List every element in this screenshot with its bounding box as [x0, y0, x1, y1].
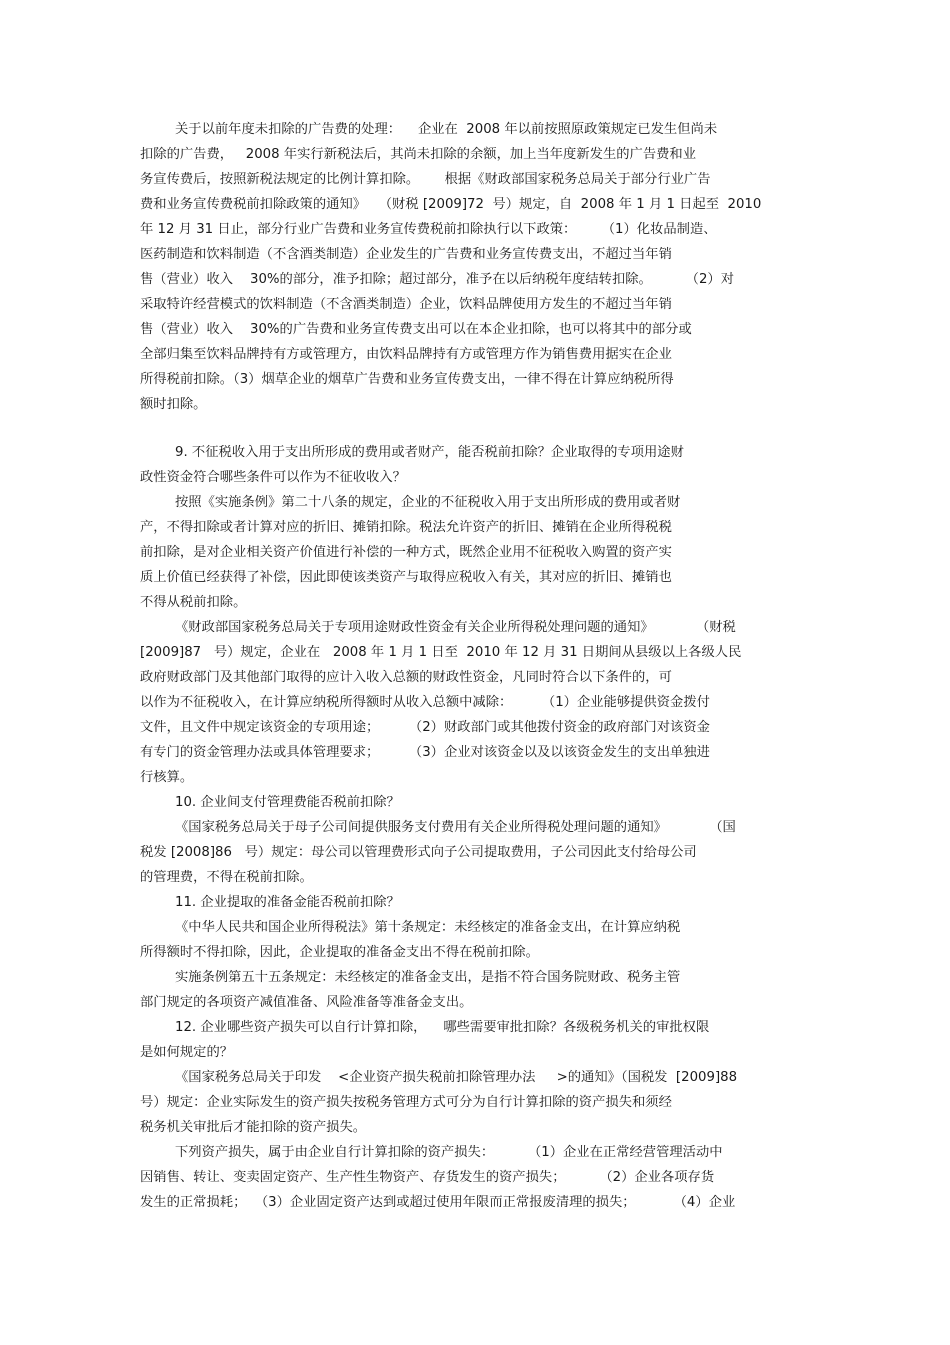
text-line: 《国家税务总局关于母子公司间提供服务支付费用有关企业所得税处理问题的通知》 （国 — [175, 820, 736, 835]
section-heading: 12. 企业哪些资产损失可以自行计算扣除， 哪些需要审批扣除？各级税务机关的审批权限 — [175, 1020, 710, 1035]
text-line: 所得税前扣除。（3）烟草企业的烟草广告费和业务宣传费支出，一律不得在计算应纳税所得 — [140, 372, 674, 387]
text-line: 以作为不征税收入，在计算应纳税所得额时从收入总额中减除： （1）企业能够提供资金拨付 — [140, 695, 710, 710]
text-line: 政府财政部门及其他部门取得的应计入收入总额的财政性资金，凡同时符合以下条件的，可 — [140, 670, 672, 685]
text-line: 行核算。 — [140, 770, 194, 785]
text-line: 按照《实施条例》第二十八条的规定，企业的不征税收入用于支出所形成的费用或者财 — [175, 495, 681, 510]
text-line: 务宣传费后，按照新税法规定的比例计算扣除。 根据《财政部国家税务总局关于部分行业广告 — [140, 172, 711, 187]
text-line: 所得额时不得扣除，因此，企业提取的准备金支出不得在税前扣除。 — [140, 945, 539, 960]
text-line: 税务机关审批后才能扣除的资产损失。 — [140, 1120, 367, 1135]
section-heading: 9. 不征税收入用于支出所形成的费用或者财产，能否税前扣除？企业取得的专项用途财 — [175, 445, 684, 460]
section-heading: 是如何规定的？ — [140, 1045, 234, 1060]
text-line: 扣除的广告费， 2008 年实行新税法后，其尚未扣除的余额，加上当年度新发生的广告费和业 — [140, 147, 697, 162]
text-line: 号）规定：企业实际发生的资产损失按税务管理方式可分为自行计算扣除的资产损失和须经 — [140, 1095, 672, 1110]
text-line: 额时扣除。 — [140, 397, 207, 412]
text-line: 《中华人民共和国企业所得税法》第十条规定：未经核定的准备金支出，在计算应纳税 — [175, 920, 681, 935]
text-line: 《财政部国家税务总局关于专项用途财政性资金有关企业所得税处理问题的通知》 （财税 — [175, 620, 736, 635]
section-heading: 11. 企业提取的准备金能否税前扣除？ — [175, 895, 400, 910]
text-line: 售（营业）收入 30%的部分，准予扣除；超过部分，准予在以后纳税年度结转扣除。 （2）对 — [140, 272, 735, 287]
text-line: 不得从税前扣除。 — [140, 595, 247, 610]
text-line: 采取特许经营模式的饮料制造（不含酒类制造）企业，饮料品牌使用方发生的不超过当年销 — [140, 297, 672, 312]
text-line: 质上价值已经获得了补偿，因此即使该类资产与取得应税收入有关，其对应的折旧、摊销也 — [140, 570, 672, 585]
text-line: 产，不得扣除或者计算对应的折旧、摊销扣除。税法允许资产的折旧、摊销在企业所得税税 — [140, 520, 672, 535]
text-line: 部门规定的各项资产减值准备、风险准备等准备金支出。 — [140, 995, 473, 1010]
text-line: 关于以前年度未扣除的广告费的处理： 企业在 2008 年以前按照原政策规定已发生但尚未 — [175, 122, 718, 137]
text-line: 《国家税务总局关于印发 <企业资产损失税前扣除管理办法 >的通知》（国税发 [2009]88 — [175, 1070, 738, 1085]
text-line: 文件，且文件中规定该资金的专项用途； （2）财政部门或其他拨付资金的政府部门对该资金 — [140, 720, 710, 735]
text-line: 医药制造和饮料制造（不含酒类制造）企业发生的广告费和业务宣传费支出，不超过当年销 — [140, 247, 672, 262]
text-line: 费和业务宣传费税前扣除政策的通知》 （财税 [2009]72 号）规定，自 2008 年 1 月 1 日起至 2010 — [140, 197, 762, 212]
text-line: 售（营业）收入 30%的广告费和业务宣传费支出可以在本企业扣除，也可以将其中的部分或 — [140, 322, 692, 337]
text-line: 税发 [2008]86 号）规定：母公司以管理费形式向子公司提取费用，子公司因此支付给母公司 — [140, 845, 697, 860]
text-line: 实施条例第五十五条规定：未经核定的准备金支出，是指不符合国务院财政、税务主管 — [175, 970, 681, 985]
text-line: 因销售、转让、变卖固定资产、生产性生物资产、存货发生的资产损失； （2）企业各项存货 — [140, 1170, 715, 1185]
text-line: 发生的正常损耗； （3）企业固定资产达到或超过使用年限而正常报废清理的损失； （4）企业 — [140, 1195, 736, 1210]
text-line: 下列资产损失，属于由企业自行计算扣除的资产损失： （1）企业在正常经营管理活动中 — [175, 1145, 723, 1160]
text-line: 全部归集至饮料品牌持有方或管理方，由饮料品牌持有方或管理方作为销售费用据实在企业 — [140, 347, 672, 362]
section-heading: 10. 企业间支付管理费能否税前扣除？ — [175, 795, 400, 810]
text-line: 年 12 月 31 日止，部分行业广告费和业务宣传费税前扣除执行以下政策： （1）化妆品制造、 — [140, 222, 717, 237]
text-line: 前扣除，是对企业相关资产价值进行补偿的一种方式，既然企业用不征税收入购置的资产实 — [140, 545, 672, 560]
text-line: [2009]87 号）规定，企业在 2008 年 1 月 1 日至 2010 年 12 月 31 日期间从县级以上各级人民 — [140, 645, 742, 660]
section-heading: 政性资金符合哪些条件可以作为不征收收入？ — [140, 470, 406, 485]
text-line: 的管理费，不得在税前扣除。 — [140, 870, 313, 885]
text-line: 有专门的资金管理办法或具体管理要求； （3）企业对该资金以及以该资金发生的支出单独进 — [140, 745, 710, 760]
